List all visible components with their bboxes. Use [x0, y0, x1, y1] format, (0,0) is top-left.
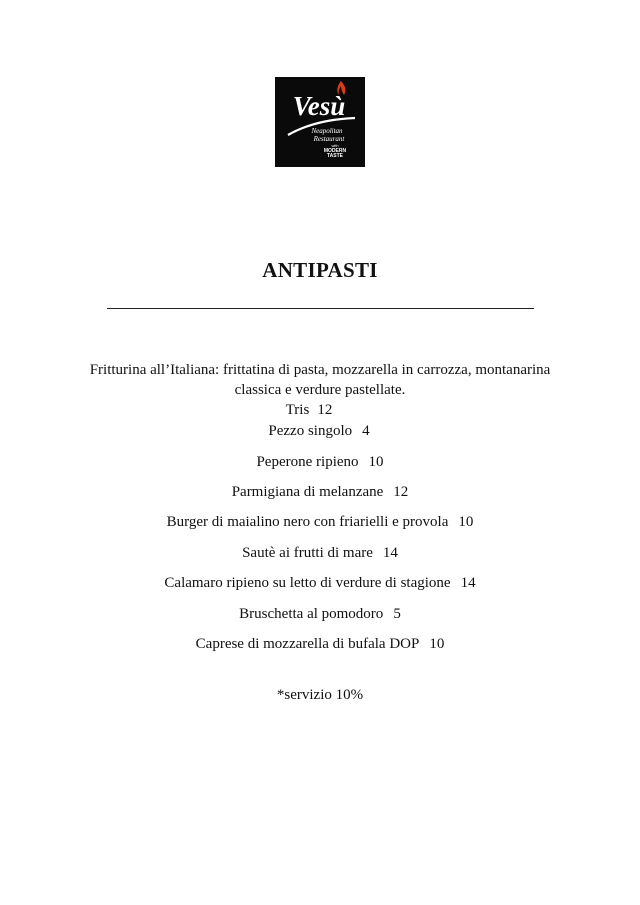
menu-item [0, 512, 640, 532]
logo-tagline-line-3: with [331, 143, 339, 148]
fritturina-option-pezzo-singolo [0, 421, 639, 441]
menu-item [0, 482, 640, 502]
menu-item [0, 452, 640, 472]
menu-item [0, 604, 640, 624]
menu-item-price: 10 [458, 514, 474, 530]
title-divider [107, 308, 534, 309]
logo-brand-text: Vesù [292, 91, 346, 121]
option-name: Tris [285, 402, 310, 418]
menu-item-price: 10 [368, 454, 384, 470]
option-price: 12 [317, 402, 333, 418]
menu-item-price: 14 [382, 545, 398, 561]
logo-tagline-line-1: Neapolitan [311, 127, 343, 135]
logo-tagline-line-5: TASTE [326, 153, 344, 159]
option-name: Pezzo singolo [268, 423, 353, 439]
menu-item-price: 10 [429, 636, 445, 652]
menu-item-price: 12 [393, 484, 409, 500]
service-charge-note: *servizio 10% [276, 687, 364, 703]
menu-item [0, 573, 640, 593]
fritturina-description-line-1: Fritturina all’Italiana: frittatina di pasta, mozzarella in carrozza, montanarina [89, 362, 551, 378]
menu-item-name: Bruschetta al pomodoro [239, 606, 384, 622]
logo-tagline-line-4: MODERN [323, 148, 347, 154]
menu-item-name: Parmigiana di melanzane [231, 484, 384, 500]
menu-item-name: Calamaro ripieno su letto di verdure di stagione [164, 575, 451, 591]
menu-item-name: Sautè ai frutti di mare [242, 545, 373, 561]
menu-item-price: 5 [393, 606, 401, 622]
section-title: ANTIPASTI [262, 258, 378, 282]
menu-item-price: 14 [460, 575, 476, 591]
menu-item-name: Caprese di mozzarella di bufala DOP [195, 636, 420, 652]
menu-item [0, 634, 640, 654]
fritturina-option-tris [0, 400, 629, 420]
menu-item-name: Peperone ripieno [256, 454, 359, 470]
menu-item [0, 543, 640, 563]
menu-item-name: Burger di maialino nero con friarielli e provola [166, 514, 449, 530]
logo-artwork [275, 77, 365, 167]
logo-tagline-line-2: Restaurant [313, 135, 345, 143]
option-price: 4 [362, 423, 370, 439]
fritturina-description-line-2: classica e verdure pastellate. [234, 382, 406, 398]
restaurant-logo [275, 77, 365, 167]
